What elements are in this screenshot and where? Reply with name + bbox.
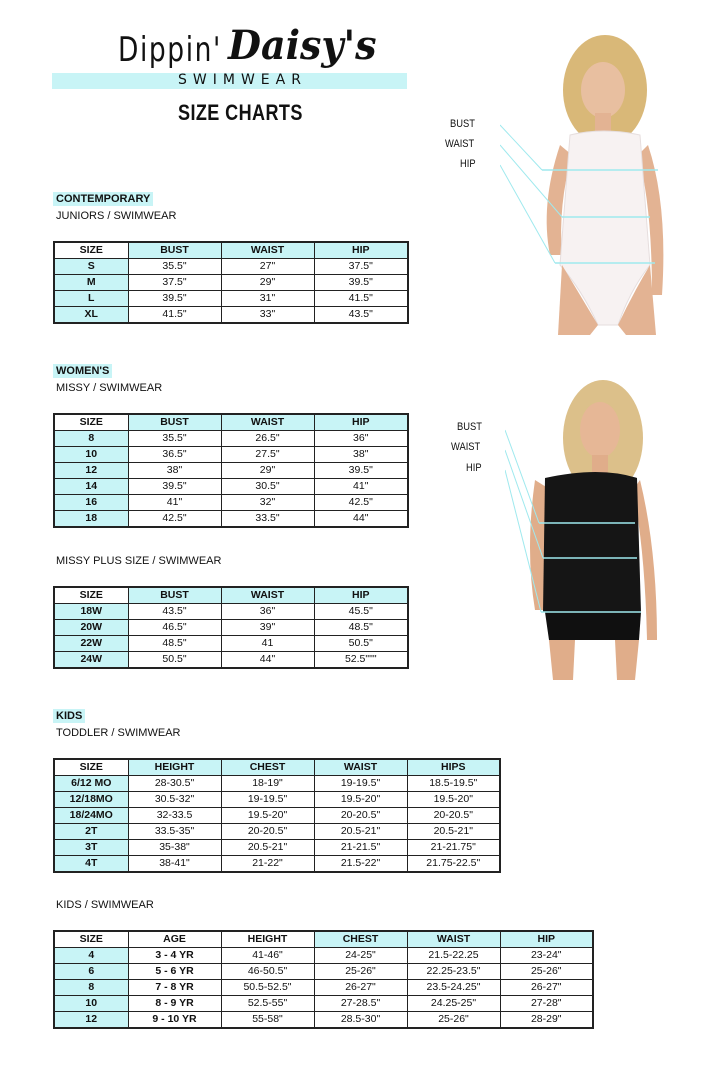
table-row bbox=[54, 996, 593, 1012]
table-cell: 50.5" bbox=[128, 652, 221, 669]
table-row bbox=[54, 463, 408, 479]
section-subtitle-missy-plus: MISSY PLUS SIZE / SWIMWEAR bbox=[56, 555, 222, 567]
size-cell: S bbox=[54, 259, 128, 275]
table-row bbox=[54, 652, 408, 669]
section-subtitle-missy: MISSY / SWIMWEAR bbox=[56, 382, 163, 394]
table-cell: 41 bbox=[221, 636, 314, 652]
size-table-contemporary bbox=[53, 241, 409, 324]
table-cell: 23.5-24.25" bbox=[407, 980, 500, 996]
table-row bbox=[54, 776, 500, 792]
table-cell: 35.5" bbox=[128, 259, 221, 275]
table-cell: 28.5-30" bbox=[314, 1012, 407, 1029]
table-cell: 27.5" bbox=[221, 447, 314, 463]
size-cell: 12 bbox=[54, 1012, 128, 1029]
section-subtitle-kids: KIDS / SWIMWEAR bbox=[56, 899, 154, 911]
table-cell: 36" bbox=[221, 604, 314, 620]
table-cell: 44" bbox=[221, 652, 314, 669]
column-header: AGE bbox=[128, 931, 221, 948]
table-cell: 32" bbox=[221, 495, 314, 511]
column-header: HEIGHT bbox=[221, 931, 314, 948]
size-cell: 10 bbox=[54, 447, 128, 463]
section-label-contemporary: CONTEMPORARY bbox=[53, 192, 153, 206]
size-table-missy-plus bbox=[53, 586, 409, 669]
table-cell: 39" bbox=[221, 620, 314, 636]
column-header: SIZE bbox=[54, 759, 128, 776]
table-cell: 35-38" bbox=[128, 840, 221, 856]
table-cell: 46-50.5" bbox=[221, 964, 314, 980]
column-header: SIZE bbox=[54, 414, 128, 431]
table-cell: 19.5-20" bbox=[407, 792, 500, 808]
section-subtitle-toddler: TODDLER / SWIMWEAR bbox=[56, 727, 181, 739]
table-cell: 19-19.5" bbox=[221, 792, 314, 808]
table-cell: 32-33.5 bbox=[128, 808, 221, 824]
table-cell: 21-21.5" bbox=[314, 840, 407, 856]
size-cell: 22W bbox=[54, 636, 128, 652]
table-row bbox=[54, 275, 408, 291]
column-header: BUST bbox=[128, 242, 221, 259]
table-cell: 27" bbox=[221, 259, 314, 275]
size-cell: 18 bbox=[54, 511, 128, 528]
table-cell: 24-25" bbox=[314, 948, 407, 964]
size-cell: 8 bbox=[54, 431, 128, 447]
table-cell: 26-27" bbox=[500, 980, 593, 996]
table-row bbox=[54, 447, 408, 463]
size-cell: 16 bbox=[54, 495, 128, 511]
model-photo-black-tankini bbox=[505, 380, 670, 680]
column-header: CHEST bbox=[221, 759, 314, 776]
table-cell: 3 - 4 YR bbox=[128, 948, 221, 964]
size-cell: 14 bbox=[54, 479, 128, 495]
table-cell: 41-46" bbox=[221, 948, 314, 964]
table-cell: 31" bbox=[221, 291, 314, 307]
column-header: HIP bbox=[314, 242, 408, 259]
table-cell: 19.5-20" bbox=[314, 792, 407, 808]
table-row bbox=[54, 620, 408, 636]
table-cell: 38-41" bbox=[128, 856, 221, 873]
table-cell: 25-26" bbox=[407, 1012, 500, 1029]
table-cell: 30.5" bbox=[221, 479, 314, 495]
table-cell: 43.5" bbox=[128, 604, 221, 620]
table-row bbox=[54, 479, 408, 495]
table-cell: 30.5-32" bbox=[128, 792, 221, 808]
table-cell: 33.5-35" bbox=[128, 824, 221, 840]
table-cell: 5 - 6 YR bbox=[128, 964, 221, 980]
table-header-row bbox=[54, 759, 500, 776]
face-shape bbox=[580, 402, 620, 458]
table-cell: 26-27" bbox=[314, 980, 407, 996]
table-cell: 20.5-21" bbox=[221, 840, 314, 856]
table-cell: 18-19" bbox=[221, 776, 314, 792]
table-cell: 20-20.5" bbox=[314, 808, 407, 824]
size-table-womens bbox=[53, 413, 409, 528]
column-header: BUST bbox=[128, 414, 221, 431]
logo-text-daisys: Daisy's bbox=[228, 22, 377, 69]
size-cell: 8 bbox=[54, 980, 128, 996]
table-cell: 7 - 8 YR bbox=[128, 980, 221, 996]
table-cell: 23-24" bbox=[500, 948, 593, 964]
table-cell: 35.5" bbox=[128, 431, 221, 447]
table-cell: 52.5""" bbox=[314, 652, 408, 669]
table-cell: 36" bbox=[314, 431, 408, 447]
size-cell: 6/12 MO bbox=[54, 776, 128, 792]
table-cell: 33" bbox=[221, 307, 314, 324]
size-cell: 4 bbox=[54, 948, 128, 964]
size-cell: 6 bbox=[54, 964, 128, 980]
section-label-womens: WOMEN'S bbox=[53, 364, 112, 378]
table-cell: 20.5-21" bbox=[407, 824, 500, 840]
table-row bbox=[54, 980, 593, 996]
size-cell: 18W bbox=[54, 604, 128, 620]
table-header-row bbox=[54, 931, 593, 948]
size-cell: 10 bbox=[54, 996, 128, 1012]
table-row bbox=[54, 291, 408, 307]
column-header: WAIST bbox=[221, 242, 314, 259]
table-row bbox=[54, 604, 408, 620]
table-cell: 41" bbox=[314, 479, 408, 495]
table-row bbox=[54, 259, 408, 275]
table-row bbox=[54, 792, 500, 808]
table-cell: 27-28" bbox=[500, 996, 593, 1012]
table-cell: 52.5-55" bbox=[221, 996, 314, 1012]
table-cell: 39.5" bbox=[314, 275, 408, 291]
table-cell: 39.5" bbox=[314, 463, 408, 479]
logo-text-swimwear: SWIMWEAR bbox=[178, 72, 307, 88]
size-cell: 24W bbox=[54, 652, 128, 669]
size-cell: 12 bbox=[54, 463, 128, 479]
table-cell: 48.5" bbox=[314, 620, 408, 636]
size-table-toddler bbox=[53, 758, 501, 873]
table-header-row bbox=[54, 587, 408, 604]
table-cell: 21.5-22.25 bbox=[407, 948, 500, 964]
measure-label-waist: WAIST bbox=[451, 441, 481, 453]
column-header: WAIST bbox=[407, 931, 500, 948]
table-cell: 21-21.75" bbox=[407, 840, 500, 856]
column-header: WAIST bbox=[221, 414, 314, 431]
column-header: HIPS bbox=[407, 759, 500, 776]
logo-text-dippin: Dippin' bbox=[118, 30, 222, 70]
table-cell: 21-22" bbox=[221, 856, 314, 873]
table-row bbox=[54, 495, 408, 511]
table-cell: 28-30.5" bbox=[128, 776, 221, 792]
table-cell: 44" bbox=[314, 511, 408, 528]
table-cell: 46.5" bbox=[128, 620, 221, 636]
size-cell: 18/24MO bbox=[54, 808, 128, 824]
measure-label-bust: BUST bbox=[450, 118, 475, 130]
size-cell: 20W bbox=[54, 620, 128, 636]
face-shape bbox=[581, 62, 625, 118]
size-cell: M bbox=[54, 275, 128, 291]
table-cell: 9 - 10 YR bbox=[128, 1012, 221, 1029]
column-header: WAIST bbox=[221, 587, 314, 604]
size-cell: 3T bbox=[54, 840, 128, 856]
table-row bbox=[54, 824, 500, 840]
table-cell: 50.5-52.5" bbox=[221, 980, 314, 996]
section-subtitle-juniors: JUNIORS / SWIMWEAR bbox=[56, 210, 177, 222]
table-cell: 39.5" bbox=[128, 291, 221, 307]
table-row bbox=[54, 856, 500, 873]
section-label-kids: KIDS bbox=[53, 709, 85, 723]
table-cell: 42.5" bbox=[314, 495, 408, 511]
column-header: SIZE bbox=[54, 931, 128, 948]
table-row bbox=[54, 1012, 593, 1029]
size-table-kids bbox=[53, 930, 594, 1029]
column-header: CHEST bbox=[314, 931, 407, 948]
table-cell: 19.5-20" bbox=[221, 808, 314, 824]
table-cell: 29" bbox=[221, 463, 314, 479]
column-header: SIZE bbox=[54, 242, 128, 259]
table-header-row bbox=[54, 414, 408, 431]
table-cell: 28-29" bbox=[500, 1012, 593, 1029]
column-header: WAIST bbox=[314, 759, 407, 776]
table-cell: 45.5" bbox=[314, 604, 408, 620]
table-row bbox=[54, 431, 408, 447]
column-header: HIP bbox=[500, 931, 593, 948]
table-cell: 20-20.5" bbox=[407, 808, 500, 824]
table-cell: 41.5" bbox=[314, 291, 408, 307]
table-row bbox=[54, 307, 408, 324]
table-cell: 22.25-23.5" bbox=[407, 964, 500, 980]
size-cell: L bbox=[54, 291, 128, 307]
table-cell: 19-19.5" bbox=[314, 776, 407, 792]
table-cell: 55-58" bbox=[221, 1012, 314, 1029]
table-cell: 41.5" bbox=[128, 307, 221, 324]
table-cell: 39.5" bbox=[128, 479, 221, 495]
table-cell: 20-20.5" bbox=[221, 824, 314, 840]
table-cell: 50.5" bbox=[314, 636, 408, 652]
column-header: BUST bbox=[128, 587, 221, 604]
table-cell: 37.5" bbox=[314, 259, 408, 275]
table-cell: 25-26" bbox=[500, 964, 593, 980]
table-row bbox=[54, 636, 408, 652]
column-header: SIZE bbox=[54, 587, 128, 604]
column-header: HIP bbox=[314, 414, 408, 431]
table-row bbox=[54, 808, 500, 824]
table-cell: 48.5" bbox=[128, 636, 221, 652]
table-row bbox=[54, 948, 593, 964]
table-cell: 38" bbox=[314, 447, 408, 463]
table-cell: 26.5" bbox=[221, 431, 314, 447]
table-cell: 21.5-22" bbox=[314, 856, 407, 873]
table-cell: 18.5-19.5" bbox=[407, 776, 500, 792]
table-cell: 41" bbox=[128, 495, 221, 511]
column-header: HEIGHT bbox=[128, 759, 221, 776]
table-cell: 37.5" bbox=[128, 275, 221, 291]
table-cell: 33.5" bbox=[221, 511, 314, 528]
table-cell: 24.25-25" bbox=[407, 996, 500, 1012]
table-cell: 43.5" bbox=[314, 307, 408, 324]
column-header: HIP bbox=[314, 587, 408, 604]
measure-label-hip: HIP bbox=[460, 158, 476, 170]
table-cell: 21.75-22.5" bbox=[407, 856, 500, 873]
measure-label-hip: HIP bbox=[466, 462, 482, 474]
table-cell: 27-28.5" bbox=[314, 996, 407, 1012]
size-cell: 2T bbox=[54, 824, 128, 840]
measure-label-bust: BUST bbox=[457, 421, 482, 433]
table-cell: 29" bbox=[221, 275, 314, 291]
model-photo-white-swimsuit bbox=[500, 35, 680, 335]
table-row bbox=[54, 840, 500, 856]
table-cell: 42.5" bbox=[128, 511, 221, 528]
table-header-row bbox=[54, 242, 408, 259]
size-cell: XL bbox=[54, 307, 128, 324]
table-cell: 20.5-21" bbox=[314, 824, 407, 840]
table-cell: 38" bbox=[128, 463, 221, 479]
table-row bbox=[54, 511, 408, 528]
table-cell: 36.5" bbox=[128, 447, 221, 463]
size-cell: 4T bbox=[54, 856, 128, 873]
table-cell: 25-26" bbox=[314, 964, 407, 980]
page-title: SIZE CHARTS bbox=[178, 100, 303, 125]
table-row bbox=[54, 964, 593, 980]
size-cell: 12/18MO bbox=[54, 792, 128, 808]
measure-label-waist: WAIST bbox=[445, 138, 475, 150]
table-cell: 8 - 9 YR bbox=[128, 996, 221, 1012]
